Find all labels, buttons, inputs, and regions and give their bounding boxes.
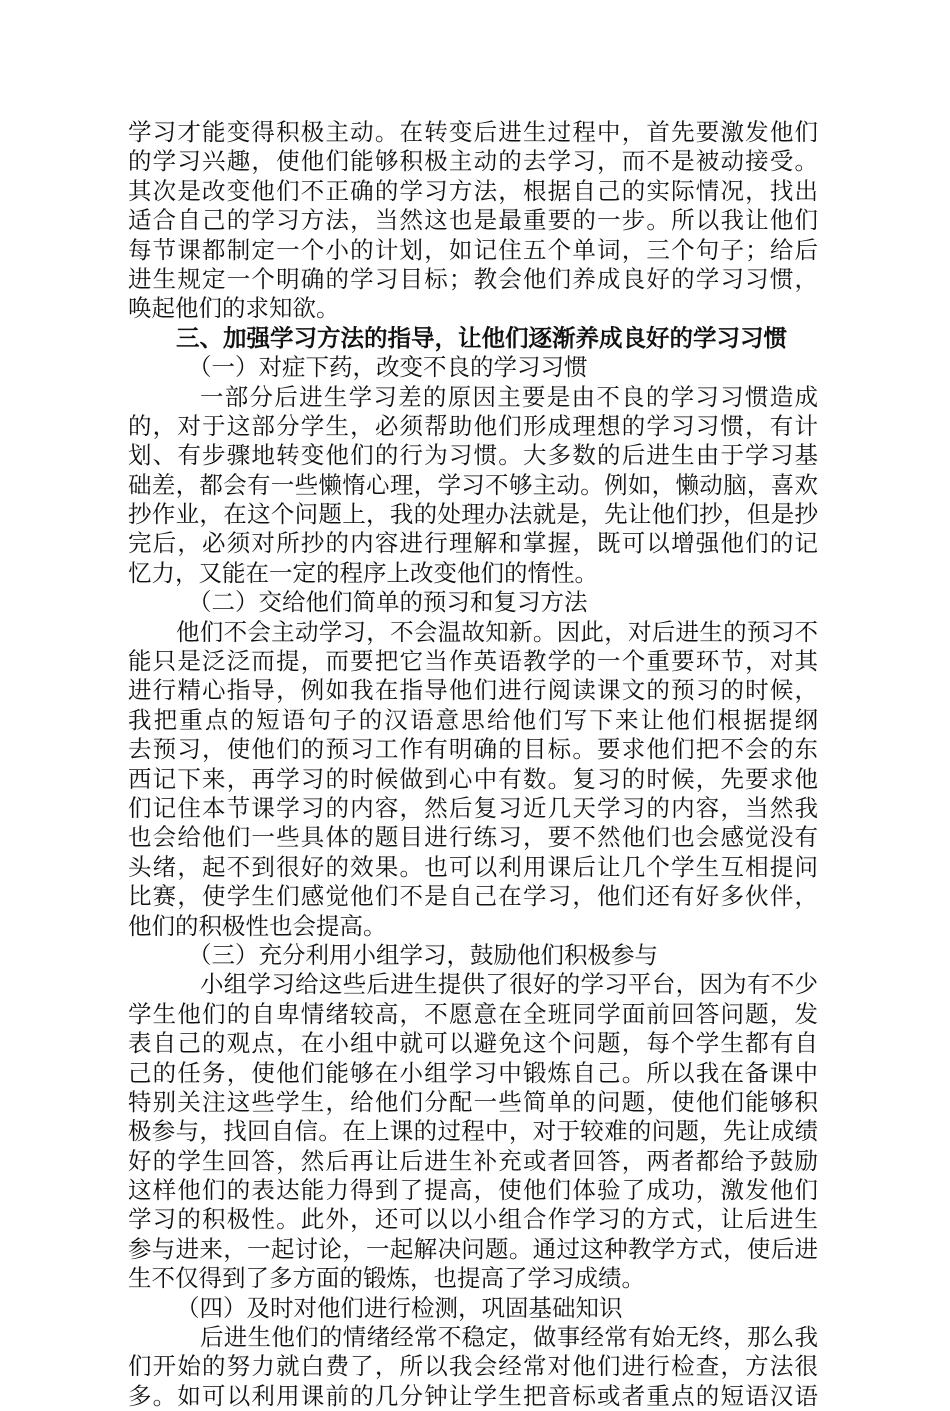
text-line: 忆力，又能在一定的程序上改变他们的惰性。: [128, 558, 598, 587]
text-line: 去预习，使他们的预习工作有明确的目标。要求他们把不会的东: [128, 735, 818, 764]
section-heading: 三、加强学习方法的指导，让他们逐渐养成良好的学习习惯: [176, 323, 787, 352]
text-line: 抄作业，在这个问题上，我的处理办法就是，先让他们抄，但是抄: [128, 500, 818, 529]
text-line: 后进生他们的情绪经常不稳定，做事经常有始无终，那么我: [200, 1323, 818, 1352]
text-line: 也会给他们一些具体的题目进行练习，要不然他们也会感觉没有: [128, 823, 818, 852]
text-line: 划、有步骤地转变他们的行为习惯。大多数的后进生由于学习基: [128, 441, 818, 470]
subsection-heading: （四）及时对他们进行检测，巩固基础知识: [176, 1293, 623, 1322]
subsection-heading: （三）充分利用小组学习，鼓励他们积极参与: [188, 940, 658, 969]
text-line: 每节课都制定一个小的计划，如记住五个单词，三个句子；给后: [128, 235, 818, 264]
text-line: 我把重点的短语句子的汉语意思给他们写下来让他们根据提纲: [128, 705, 818, 734]
text-line: 好的学生回答，然后再让后进生补充或者回答，两者都给予鼓励: [128, 1146, 818, 1175]
text-line: 特别关注这些学生，给他们分配一些简单的问题，使他们能够积: [128, 1087, 818, 1116]
text-line: 比赛，使学生们感觉他们不是自己在学习，他们还有好多伙伴，: [128, 882, 818, 911]
text-line: 进生规定一个明确的学习目标；教会他们养成良好的学习习惯，: [128, 264, 818, 293]
text-line: 西记下来，再学习的时候做到心中有数。复习的时候，先要求他: [128, 764, 818, 793]
text-line: 一部分后进生学习差的原因主要是由不良的学习习惯造成: [200, 382, 818, 411]
subsection-heading: （二）交给他们简单的预习和复习方法: [188, 588, 588, 617]
text-line: 小组学习给这些后进生提供了很好的学习平台，因为有不少: [200, 970, 818, 999]
text-line: 能只是泛泛而提，而要把它当作英语教学的一个重要环节，对其: [128, 647, 818, 676]
text-line: 们开始的努力就白费了，所以我会经常对他们进行检查，方法很: [128, 1352, 818, 1381]
text-line: 其次是改变他们不正确的学习方法，根据自己的实际情况，找出: [128, 176, 818, 205]
text-line: 们记住本节课学习的内容，然后复习近几天学习的内容，当然我: [128, 793, 818, 822]
text-line: 头绪，起不到很好的效果。也可以利用课后让几个学生互相提问: [128, 852, 818, 881]
subsection-heading: （一）对症下药，改变不良的学习习惯: [188, 353, 588, 382]
text-line: 极参与，找回自信。在上课的过程中，对于较难的问题，先让成绩: [128, 1117, 818, 1146]
text-line: 学习才能变得积极主动。在转变后进生过程中，首先要激发他们: [128, 118, 818, 146]
text-line: 学习的积极性。此外，还可以以小组合作学习的方式，让后进生: [128, 1205, 818, 1234]
text-line: 础差，都会有一些懒惰心理，学习不够主动。例如，懒动脑，喜欢: [128, 470, 818, 499]
text-line: 完后，必须对所抄的内容进行理解和掌握，既可以增强他们的记: [128, 529, 818, 558]
text-line: 参与进来，一起讨论，一起解决问题。通过这种教学方式，使后进: [128, 1234, 818, 1263]
text-line: 进行精心指导，例如我在指导他们进行阅读课文的预习的时候，: [128, 676, 818, 705]
text-line: 他们不会主动学习，不会温故知新。因此，对后进生的预习不: [176, 617, 818, 646]
text-line: 多。如可以利用课前的几分钟让学生把音标或者重点的短语汉语: [128, 1381, 818, 1410]
text-line: 这样他们的表达能力得到了提高，使他们体验了成功，激发他们: [128, 1176, 818, 1205]
text-line: 的，对于这部分学生，必须帮助他们形成理想的学习习惯，有计: [128, 411, 818, 440]
document-page: [128, 118, 818, 1411]
text-line: 他们的积极性也会提高。: [128, 911, 387, 940]
text-line: 适合自己的学习方法，当然这也是最重要的一步。所以我让他们: [128, 206, 818, 235]
text-line: 学生他们的自卑情绪较高，不愿意在全班同学面前回答问题，发: [128, 999, 818, 1028]
text-line: 生不仅得到了多方面的锻炼，也提高了学习成绩。: [128, 1264, 645, 1293]
text-line: 唤起他们的求知欲。: [128, 294, 340, 323]
text-line: 己的任务，使他们能够在小组学习中锻炼自己。所以我在备课中: [128, 1058, 818, 1087]
text-line: 的学习兴趣，使他们能够积极主动的去学习，而不是被动接受。: [128, 147, 818, 176]
text-line: 表自己的观点，在小组中就可以避免这个问题，每个学生都有自: [128, 1029, 818, 1058]
